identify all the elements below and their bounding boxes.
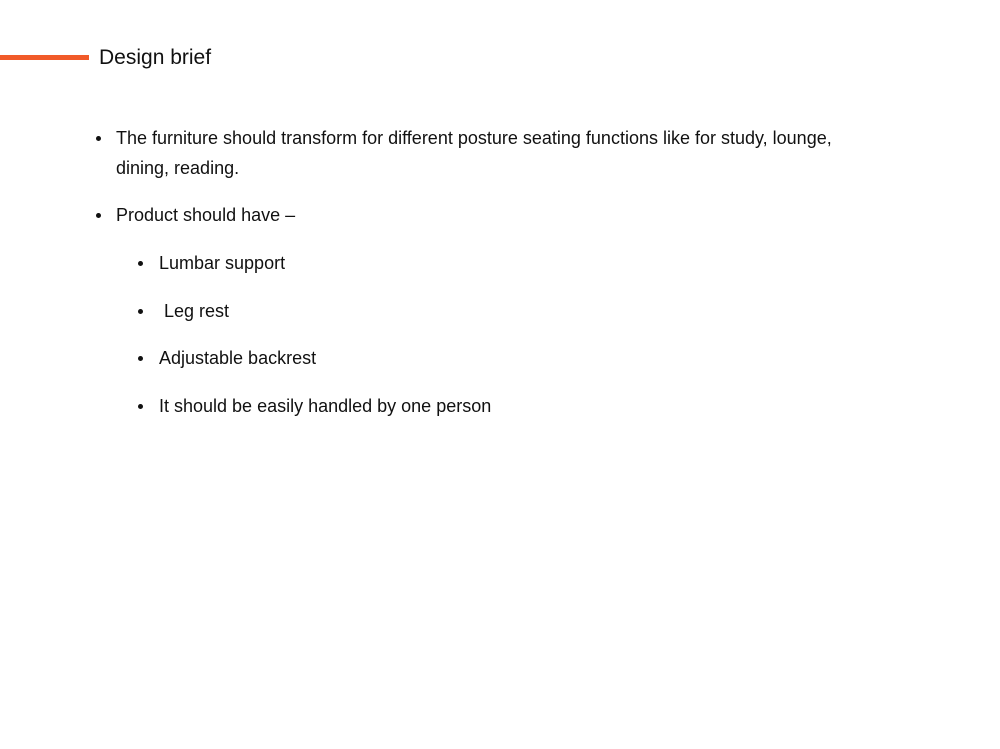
sub-list-item [159, 248, 285, 278]
sub-list-item-text: Adjustable backrest [159, 348, 317, 368]
bullet-icon [138, 356, 143, 361]
sub-list-item-text: Lumbar support [159, 253, 286, 273]
list-item [116, 200, 295, 230]
list-item-text: Product should have – [116, 205, 296, 225]
sub-list-item [159, 296, 229, 326]
sub-list-item [159, 343, 316, 373]
bullet-icon [96, 136, 101, 141]
list-item-text: The furniture should transform for different posture seating functions like for study, lounge, dining, reading. [116, 128, 837, 178]
sub-list-item-text: It should be easily handled by one person [159, 396, 492, 416]
bullet-icon [138, 309, 143, 314]
list-item [116, 123, 876, 183]
bullet-icon [138, 261, 143, 266]
sub-list-item-text: Leg rest [159, 301, 230, 321]
bullet-icon [96, 213, 101, 218]
sub-list-item [159, 391, 491, 421]
bullet-icon [138, 404, 143, 409]
slide-title: Design brief [99, 46, 212, 69]
